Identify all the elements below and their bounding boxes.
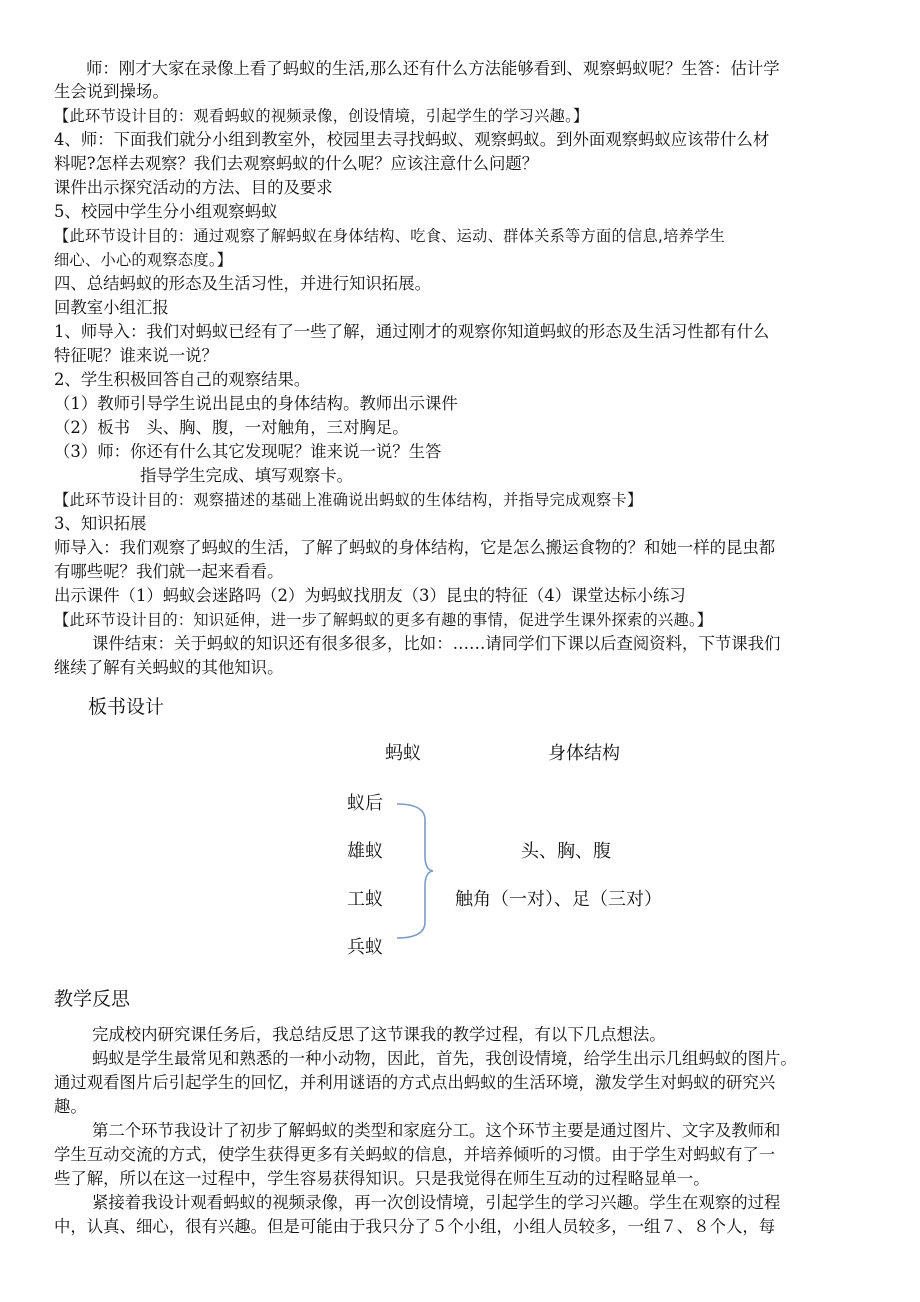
paragraph-line: 中，认真、细心，很有兴趣。但是可能由于我只分了５个小组，小组人员较多，一组７、８个人，每	[54, 1217, 776, 1236]
paragraph-line: 师：刚才大家在录像上看了蚂蚁的生活,那么还有什么方法能够看到、观察蚂蚁呢？生答：估计学	[86, 59, 780, 78]
list-item: （2）板书 头、胸、腹，一对触角，三对胸足。	[54, 418, 409, 437]
body-structure-text: 触角（一对）、足（三对）	[455, 889, 662, 910]
paragraph-line: 3、知识拓展	[54, 514, 147, 533]
paragraph-line: 回教室小组汇报	[54, 298, 169, 317]
board-left-title: 蚂蚁	[385, 743, 421, 764]
design-purpose-note: 【此环节设计目的：观看蚂蚁的视频录像，创设情境，引起学生的学习兴趣。】	[54, 107, 589, 125]
caste-label: 兵蚁	[347, 937, 383, 958]
paragraph-line: 生会说到操场。	[54, 82, 169, 101]
paragraph-line: 料呢?怎样去观察？我们去观察蚂蚁的什么呢？应该注意什么问题？	[54, 154, 539, 173]
paragraph-line: 紧接着我设计观看蚂蚁的视频录像，再一次创设情境，引起学生的学习兴趣。学生在观察的过程	[92, 1193, 781, 1212]
list-item: （1）教师引导学生说出昆虫的身体结构。教师出示课件	[54, 394, 458, 413]
design-purpose-note: 【此环节设计目的：知识延伸，进一步了解蚂蚁的更多有趣的事情，促进学生课外探索的兴趣。】	[54, 611, 713, 629]
design-purpose-note: 细心、小心的观察态度。】	[54, 251, 233, 269]
design-purpose-note: 【此环节设计目的：观察描述的基础上准确说出蚂蚁的生体结构，并指导完成观察卡】	[54, 491, 643, 509]
paragraph-line: 蚂蚁是学生最常见和熟悉的一种小动物，因此，首先，我创设情境，给学生出示几组蚂蚁的图片。	[92, 1049, 797, 1068]
list-item: 指导学生完成、填写观察卡。	[140, 466, 354, 485]
caste-label: 雄蚁	[347, 841, 383, 862]
paragraph-line: 些了解，所以在这一过程中，学生容易获得知识。只是我觉得在师生互动的过程略显单一。	[54, 1169, 710, 1188]
paragraph-line: 课件出示探究活动的方法、目的及要求	[54, 178, 333, 197]
paragraph-line: 课件结束：关于蚂蚁的知识还有很多很多，比如：……请同学们下课以后查阅资料，下节课我们	[92, 634, 781, 653]
board-right-title: 身体结构	[548, 743, 620, 764]
paragraph-line: 完成校内研究课任务后，我总结反思了这节课我的教学过程，有以下几点想法。	[92, 1025, 666, 1044]
paragraph-line: 趣。	[54, 1097, 87, 1116]
list-item: （3）师：你还有什么其它发现呢？谁来说一说？生答	[54, 442, 442, 461]
caste-label: 蚁后	[347, 793, 383, 814]
paragraph-line: 第二个环节我设计了初步了解蚂蚁的类型和家庭分工。这个环节主要是通过图片、文字及教师和	[92, 1121, 781, 1140]
paragraph-line: 师导入：我们观察了蚂蚁的生活，了解了蚂蚁的身体结构，它是怎么搬运食物的？和她一样的昆虫都	[54, 538, 776, 557]
paragraph-line: 继续了解有关蚂蚁的其他知识。	[54, 658, 284, 677]
curly-brace-icon	[395, 800, 435, 942]
paragraph-line: 特征呢？谁来说一说？	[54, 346, 218, 365]
design-purpose-note: 【此环节设计目的：通过观察了解蚂蚁在身体结构、吃食、运动、群体关系等方面的信息,培养学生	[54, 227, 726, 245]
paragraph-line: 有哪些呢？我们就一起来看看。	[54, 562, 284, 581]
paragraph-line: 通过观看图片后引起学生的回忆，并利用谜语的方式点出蚂蚁的生活环境，激发学生对蚂蚁的研究兴	[54, 1073, 776, 1092]
paragraph-line: 4、师：下面我们就分小组到教室外，校园里去寻找蚂蚁、观察蚂蚁。到外面观察蚂蚁应该带什么材	[54, 130, 770, 149]
paragraph-line: 学生互动交流的方式，使学生获得更多有关蚂蚁的信息，并培养倾听的习惯。由于学生对蚂蚁有了一	[54, 1145, 776, 1164]
paragraph-line: 5、校园中学生分小组观察蚂蚁	[54, 202, 278, 221]
caste-label: 工蚁	[347, 889, 383, 910]
reflection-heading: 教学反思	[54, 988, 131, 1010]
section-heading: 四、总结蚂蚁的形态及生活习性，并进行知识拓展。	[54, 274, 431, 293]
board-design-heading: 板书设计	[88, 696, 165, 718]
paragraph-line: 出示课件（1）蚂蚁会迷路吗（2）为蚂蚁找朋友（3）昆虫的特征（4）课堂达标小练习	[54, 586, 686, 605]
paragraph-line: 2、学生积极回答自己的观察结果。	[54, 370, 311, 389]
body-structure-text: 头、胸、腹	[521, 841, 611, 862]
paragraph-line: 1、师导入：我们对蚂蚁已经有了一些了解，通过刚才的观察你知道蚂蚁的形态及生活习性都有什么	[54, 322, 770, 341]
